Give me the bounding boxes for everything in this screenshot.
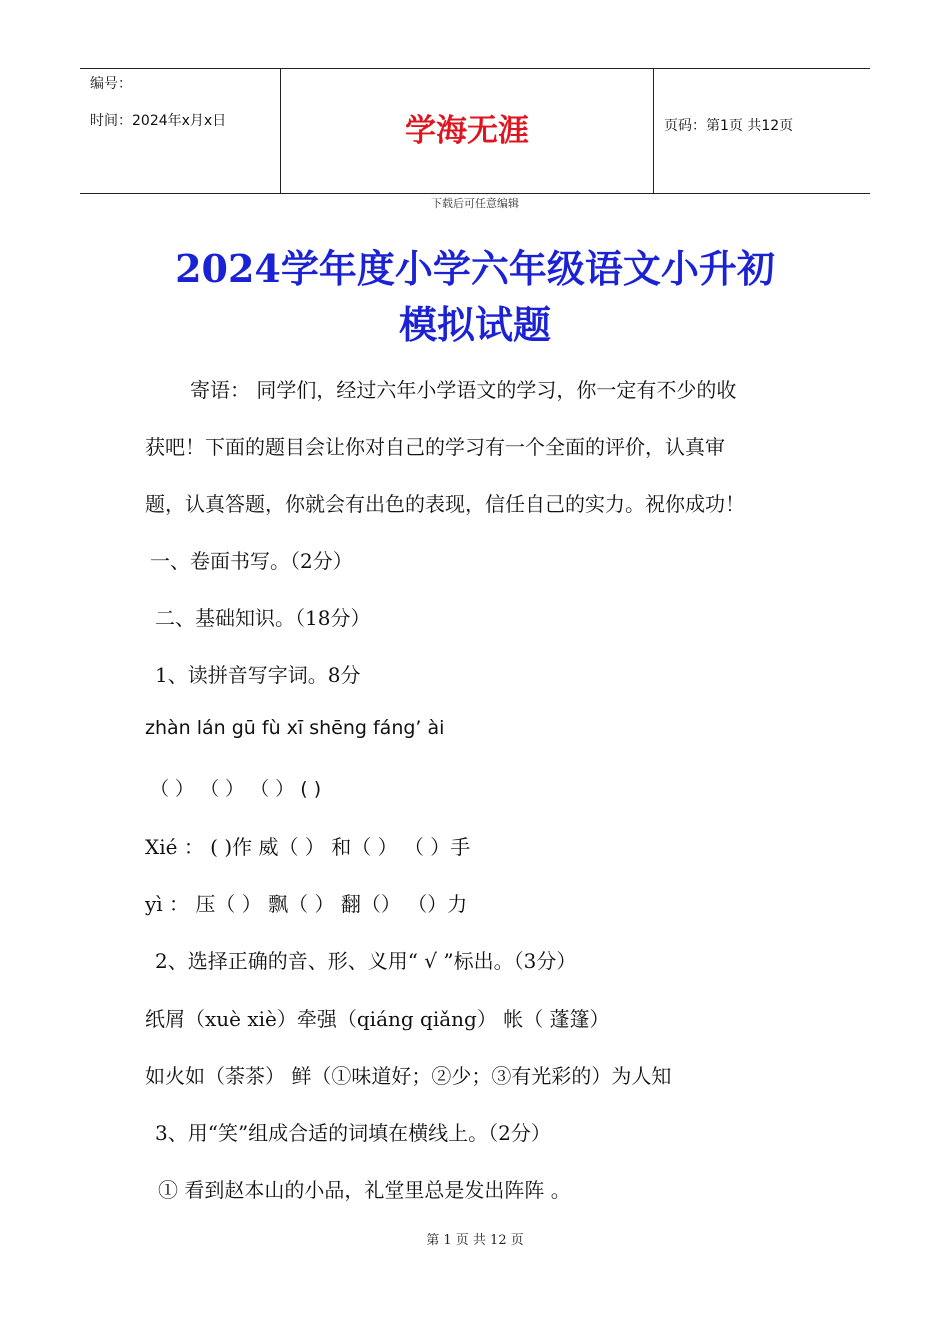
question-3-item-1: ① 看到赵本山的小品，礼堂里总是发出阵阵 。	[158, 1178, 571, 1202]
question-2-line-1: 纸屑（xuè xiè）牵强（qiáng qiǎng） 帐（ 蓬篷）	[145, 1007, 610, 1031]
number-label: 编号：	[90, 76, 132, 92]
pinyin-line: zhàn lán gū fù xī shēng fáng’ ài	[145, 717, 445, 739]
header-left-cell	[80, 69, 281, 193]
page-footer: 第 1 页 共 12 页	[426, 1233, 524, 1248]
header-right-cell	[654, 69, 870, 193]
section-2-heading: 二、基础知识。（18分）	[155, 606, 371, 630]
brand-title: 学海无涯	[405, 113, 529, 149]
xie-line: Xié ： ( )作 威（ ） 和（ ） （ ）手	[145, 835, 471, 859]
intro-line-2: 获吧！下面的题目会让你对自己的学习有一个全面的评价，认真审	[145, 435, 725, 459]
page-title-line2: 模拟试题	[398, 302, 551, 347]
question-3: 3、用“笑”组成合适的词填在横线上。（2分）	[155, 1121, 551, 1145]
blank-line: （ ） （ ） （ ） ( )	[150, 778, 322, 800]
time-label: 时间：2024年x月x日	[90, 113, 227, 129]
question-1: 1、读拼音写字词。8分	[155, 663, 361, 687]
intro-line-1: 寄语： 同学们，经过六年小学语文的学习，你一定有不少的收	[190, 378, 737, 402]
intro-line-3: 题，认真答题，你就会有出色的表现，信任自己的实力。祝你成功！	[145, 492, 745, 516]
page-info: 页码：第1页 共12页	[664, 118, 794, 134]
header-table	[80, 68, 870, 194]
edit-note: 下载后可任意编辑	[431, 197, 519, 210]
question-2-line-2: 如火如（荼茶） 鲜（①味道好；②少；③有光彩的）为人知	[145, 1064, 672, 1088]
header-mid-cell	[281, 69, 654, 193]
page-title-line1: 2024学年度小学六年级语文小升初	[175, 246, 775, 291]
section-1-heading: 一、卷面书写。（2分）	[150, 549, 353, 573]
question-2: 2、选择正确的音、形、义用“ √ ”标出。（3分）	[155, 949, 577, 973]
yi-line: yì ： 压（ ） 飘（ ） 翻（） （）力	[145, 892, 468, 916]
